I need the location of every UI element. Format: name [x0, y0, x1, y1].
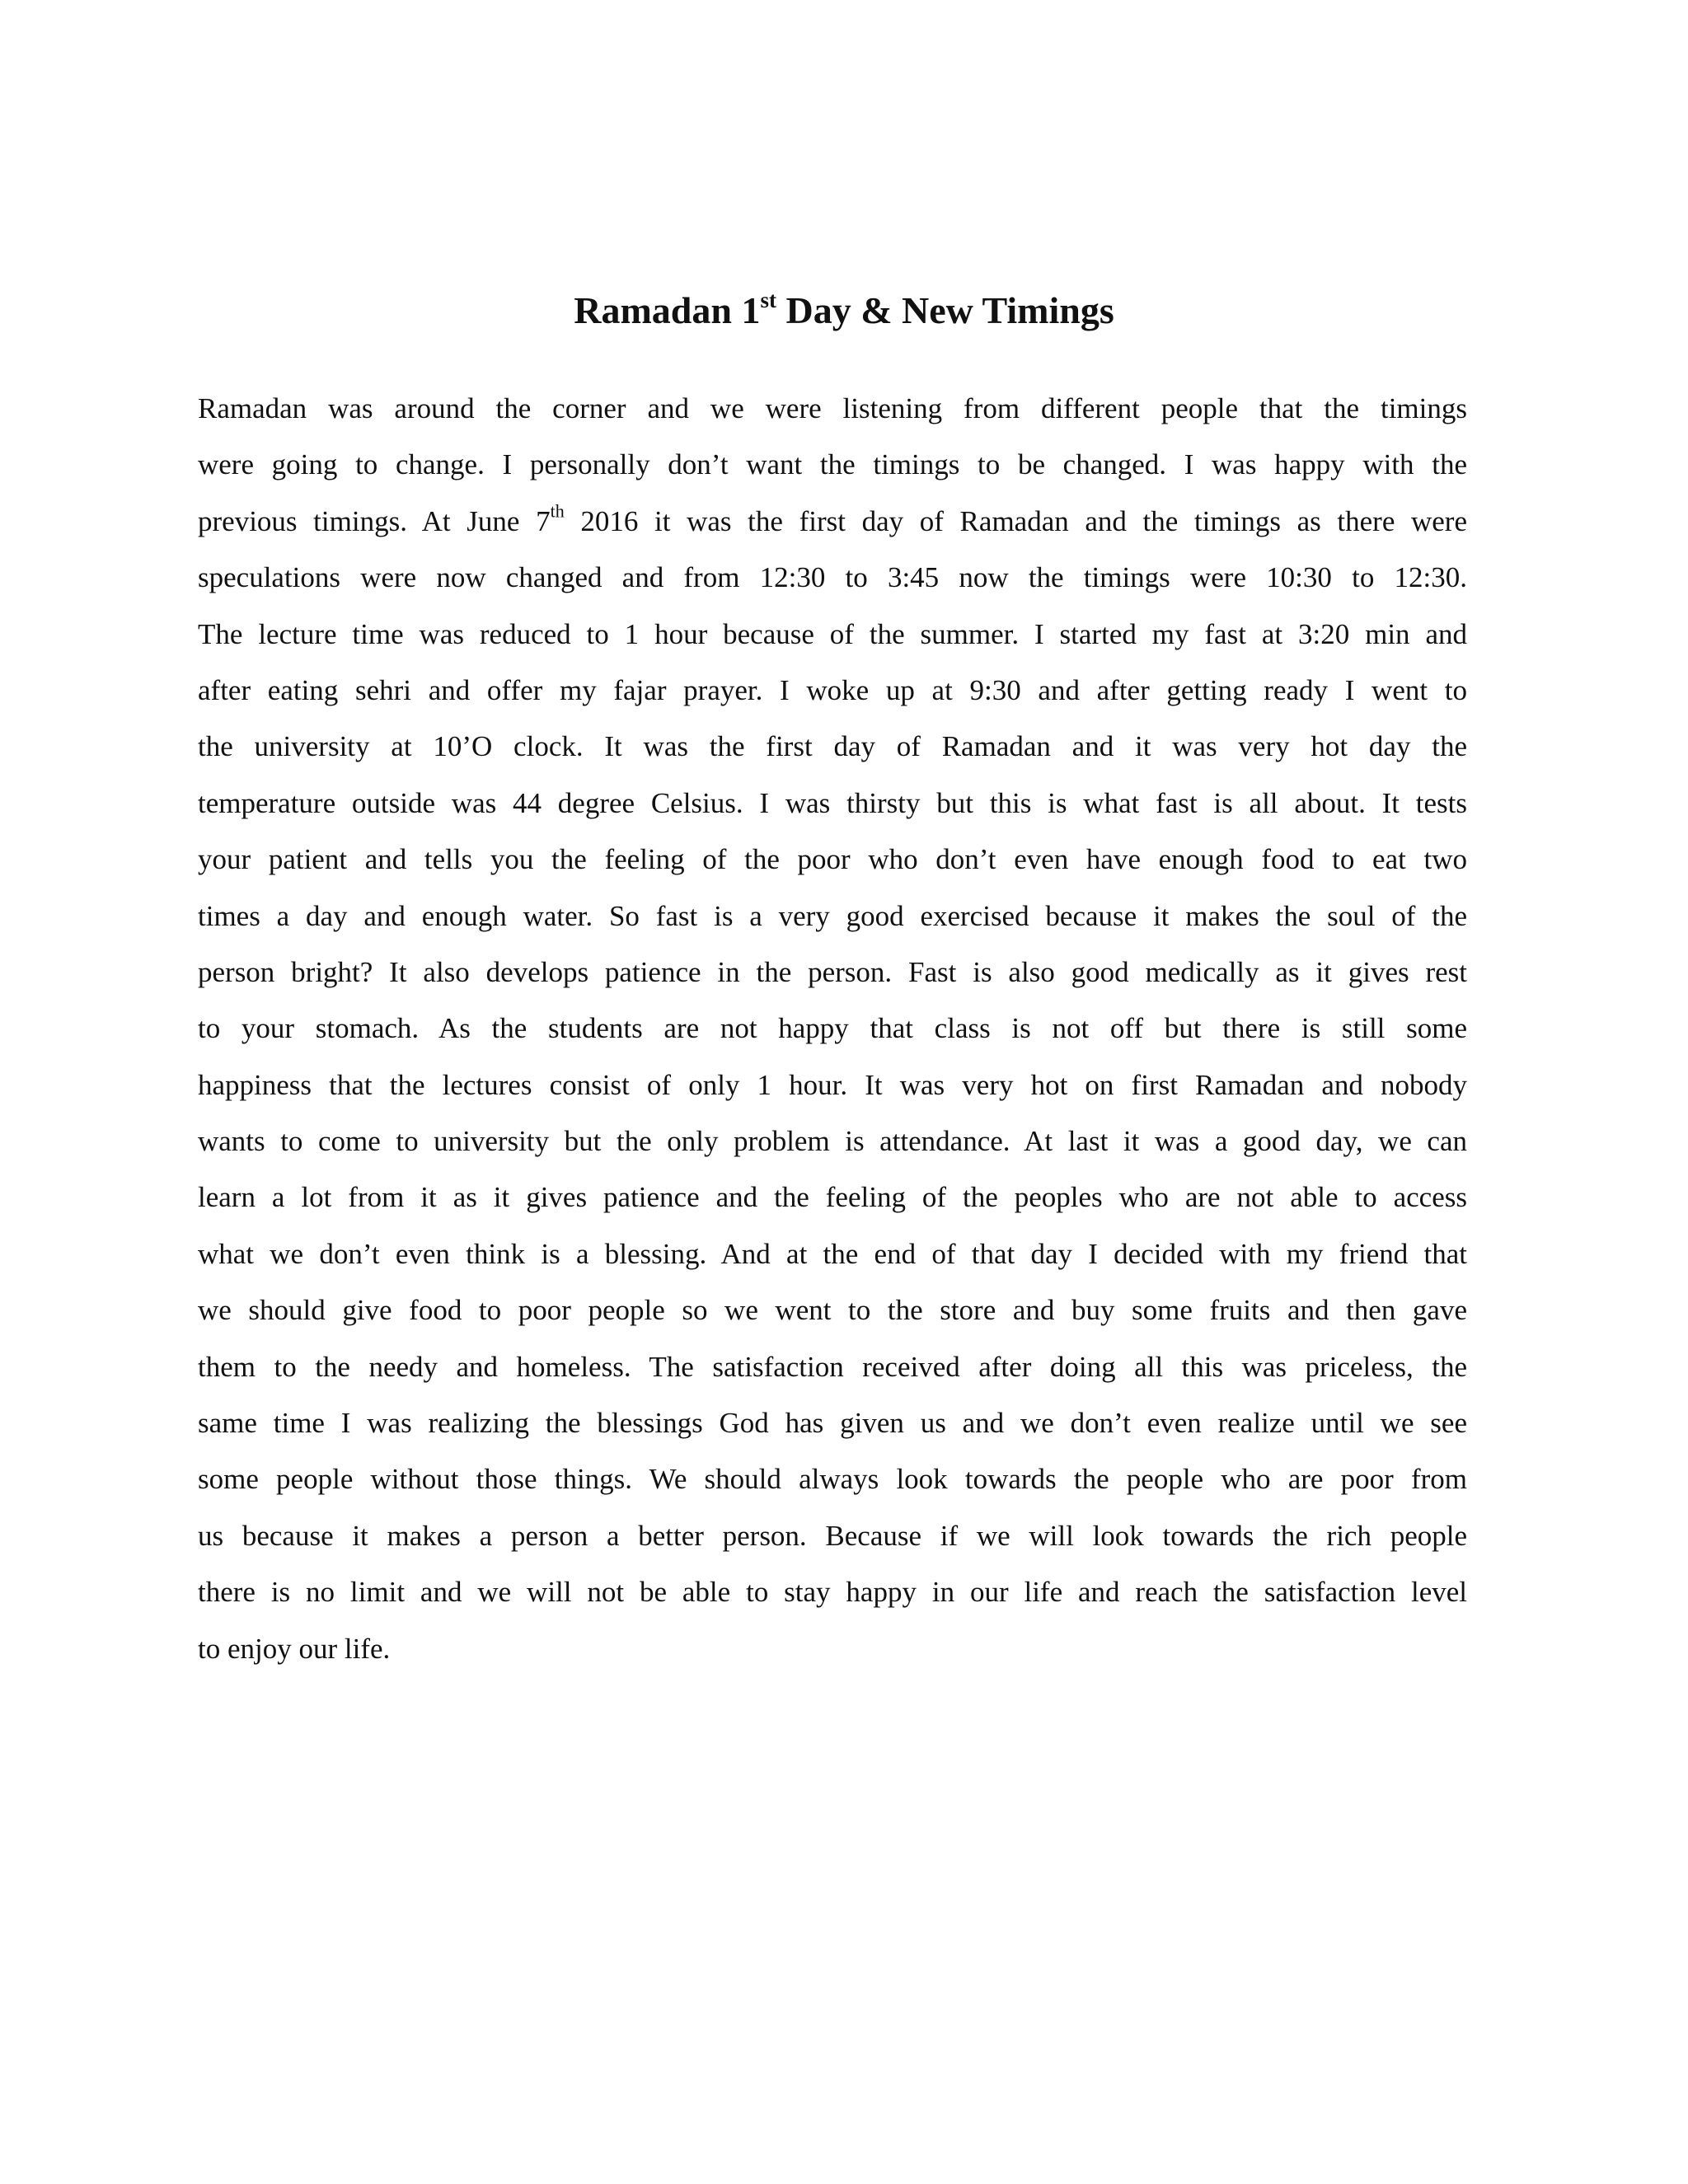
- document-title: [0, 284, 1688, 337]
- paragraph-line: we should give food to poor people so we went to the store and buy some fruits and then gave: [198, 1294, 1467, 1327]
- paragraph-line: wants to come to university but the only problem is attendance. At last it was a good day, we can: [198, 1125, 1467, 1158]
- line-text-after-superscript: 2016 it was the first day of Ramadan and the timings as there were: [564, 504, 1467, 537]
- paragraph-line: after eating sehri and offer my fajar prayer. I woke up at 9:30 and after getting ready I went to: [198, 673, 1467, 706]
- paragraph-line: times a day and enough water. So fast is a very good exercised because it makes the soul of the: [198, 899, 1467, 932]
- line-text-before-superscript: previous timings. At June 7: [198, 504, 551, 537]
- paragraph-line: them to the needy and homeless. The satisfaction received after doing all this was priceless, the: [198, 1350, 1467, 1383]
- paragraph-line: the university at 10’O clock. It was the first day of Ramadan and it was very hot day the: [198, 730, 1467, 763]
- paragraph-line: temperature outside was 44 degree Celsius. I was thirsty but this is what fast is all about. It tests: [198, 786, 1467, 819]
- body-paragraph: [198, 381, 1467, 1677]
- title-main: Ramadan 1: [574, 289, 761, 331]
- paragraph-line: some people without those things. We should always look towards the people who are poor from: [198, 1463, 1467, 1496]
- paragraph-line: were going to change. I personally don’t want the timings to be changed. I was happy with the: [198, 448, 1467, 481]
- paragraph-line: your patient and tells you the feeling of the poor who don’t even have enough food to eat two: [198, 843, 1467, 876]
- paragraph-line: learn a lot from it as it gives patience and the feeling of the peoples who are not able to access: [198, 1181, 1467, 1214]
- paragraph-line: [198, 494, 1467, 550]
- title-rest: Day & New Timings: [776, 289, 1114, 331]
- paragraph-line: person bright? It also develops patience in the person. Fast is also good medically as it gives rest: [198, 955, 1467, 988]
- date-superscript: th: [550, 500, 565, 522]
- paragraph-line: to your stomach. As the students are not happy that class is not off but there is still some: [198, 1012, 1467, 1045]
- title-superscript: st: [760, 288, 776, 313]
- paragraph-line: The lecture time was reduced to 1 hour because of the summer. I started my fast at 3:20 min and: [198, 617, 1467, 650]
- paragraph-line: Ramadan was around the corner and we were listening from different people that the timings: [198, 392, 1467, 424]
- paragraph-line: speculations were now changed and from 12:30 to 3:45 now the timings were 10:30 to 12:30.: [198, 561, 1467, 594]
- paragraph-line: there is no limit and we will not be able to stay happy in our life and reach the satisfaction level: [198, 1576, 1467, 1609]
- paragraph-line: what we don’t even think is a blessing. And at the end of that day I decided with my friend that: [198, 1237, 1467, 1270]
- paragraph-line: same time I was realizing the blessings God has given us and we don’t even realize until we see: [198, 1407, 1467, 1440]
- paragraph-line: us because it makes a person a better person. Because if we will look towards the rich people: [198, 1519, 1467, 1552]
- paragraph-line-last: to enjoy our life.: [198, 1632, 391, 1665]
- paragraph-line: happiness that the lectures consist of only 1 hour. It was very hot on first Ramadan and nobody: [198, 1068, 1467, 1101]
